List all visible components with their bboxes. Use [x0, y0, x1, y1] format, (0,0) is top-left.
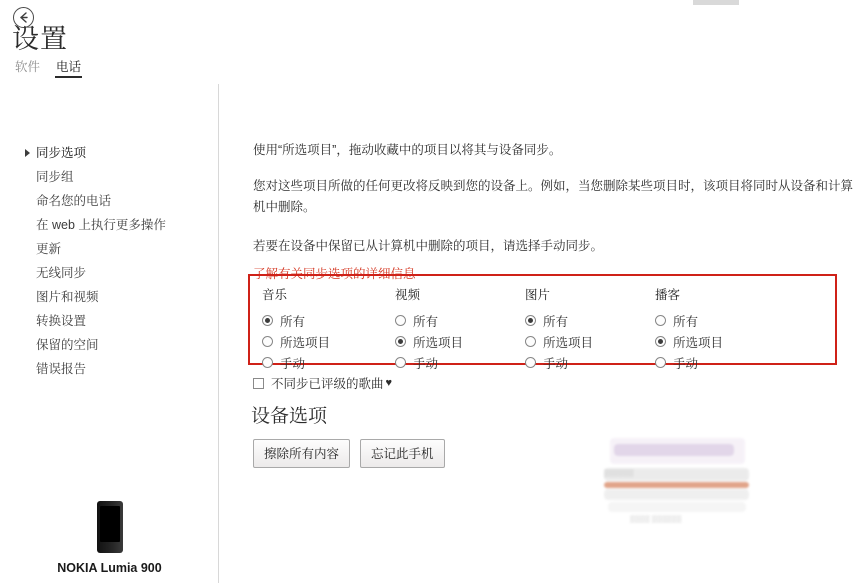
sync-column-music — [262, 285, 330, 373]
radio-label: 所选项目 — [280, 335, 331, 350]
sidebar-item-pictures-and-videos[interactable] — [0, 285, 219, 309]
radio-icon[interactable] — [655, 336, 666, 347]
sidebar-item-label: 保留的空间 — [36, 338, 99, 352]
radio-label: 手动 — [280, 356, 306, 371]
radio-label: 手动 — [413, 356, 439, 371]
radio-podcasts-manual[interactable] — [655, 352, 723, 373]
intro-paragraph-1: 使用“所选项目”，拖动收藏中的项目以将其与设备同步。 — [253, 143, 562, 157]
rating-checkbox-label: 不同步已评级的歌曲 — [271, 377, 384, 391]
sidebar-item-conversion-settings[interactable] — [0, 309, 219, 333]
column-title: 视频 — [395, 288, 421, 302]
radio-label: 所有 — [413, 314, 439, 329]
tab-software[interactable]: 软件 — [15, 60, 41, 74]
page-header — [0, 0, 867, 84]
radio-video-manual[interactable] — [395, 352, 463, 373]
radio-video-all[interactable] — [395, 310, 463, 331]
sidebar-item-label: 同步选项 — [36, 146, 87, 160]
rating-checkbox-row[interactable] — [253, 374, 392, 392]
sidebar-item-label: 命名您的电话 — [36, 194, 112, 208]
tab-phone[interactable]: 电话 — [55, 57, 82, 78]
sidebar-nav — [0, 141, 219, 381]
radio-pictures-selected[interactable] — [525, 331, 593, 352]
sidebar-item-do-more-on-web[interactable] — [0, 213, 219, 237]
radio-icon[interactable] — [525, 315, 536, 326]
radio-music-manual[interactable] — [262, 352, 330, 373]
sidebar-item-label: 无线同步 — [36, 266, 87, 280]
checkbox-icon[interactable] — [253, 378, 264, 389]
column-title: 图片 — [525, 288, 551, 302]
sidebar-item-sync-options[interactable] — [0, 141, 219, 165]
learn-more-link[interactable]: 了解有关同步选项的详细信息 — [253, 267, 416, 281]
caret-right-icon — [25, 149, 30, 157]
radio-label: 所有 — [673, 314, 699, 329]
sidebar-item-label: 错误报告 — [36, 362, 87, 376]
radio-label: 所选项目 — [543, 335, 594, 350]
background-artifact: ▒▒▒▒▒▒ ▒▒▒▒ ▒▒▒▒▒▒ — [600, 434, 760, 534]
radio-icon[interactable] — [395, 336, 406, 347]
radio-icon[interactable] — [262, 357, 273, 368]
sidebar-item-reserved-space[interactable] — [0, 333, 219, 357]
radio-icon[interactable] — [655, 315, 666, 326]
column-title: 播客 — [655, 288, 681, 302]
device-summary — [0, 501, 219, 575]
radio-label: 所有 — [543, 314, 569, 329]
intro-paragraph-3: 若要在设备中保留已从计算机中删除的项目，请选择手动同步。 — [253, 239, 604, 253]
radio-icon[interactable] — [655, 357, 666, 368]
radio-icon[interactable] — [395, 357, 406, 368]
sidebar-item-update[interactable] — [0, 237, 219, 261]
radio-label: 手动 — [543, 356, 569, 371]
sync-column-video — [395, 285, 463, 373]
sync-options-panel — [248, 274, 837, 371]
sidebar-item-label: 在 web 上执行更多操作 — [36, 218, 166, 232]
radio-icon[interactable] — [395, 315, 406, 326]
main-content — [220, 84, 867, 583]
radio-icon[interactable] — [525, 357, 536, 368]
header-tabs — [14, 57, 82, 78]
page-title: 设置 — [12, 24, 68, 54]
radio-icon[interactable] — [262, 315, 273, 326]
radio-music-all[interactable] — [262, 310, 330, 331]
heart-icon: ♥ — [385, 377, 393, 389]
column-title: 音乐 — [262, 288, 288, 302]
radio-podcasts-all[interactable] — [655, 310, 723, 331]
radio-music-selected[interactable] — [262, 331, 330, 352]
radio-label: 手动 — [673, 356, 699, 371]
device-name: NOKIA Lumia 900 — [57, 561, 162, 575]
radio-icon[interactable] — [262, 336, 273, 347]
sidebar-item-label: 同步组 — [36, 170, 74, 184]
sidebar-item-error-reports[interactable] — [0, 357, 219, 381]
sync-column-pictures — [525, 285, 593, 373]
radio-podcasts-selected[interactable] — [655, 331, 723, 352]
radio-label: 所有 — [280, 314, 306, 329]
radio-label: 所选项目 — [413, 335, 464, 350]
sidebar-item-label: 图片和视频 — [36, 290, 99, 304]
phone-icon — [97, 501, 123, 553]
forget-this-phone-button[interactable]: 忘记此手机 — [360, 439, 445, 468]
sidebar-item-sync-groups[interactable] — [0, 165, 219, 189]
sidebar-item-label: 转换设置 — [36, 314, 87, 328]
sidebar-item-label: 更新 — [36, 242, 62, 256]
radio-pictures-manual[interactable] — [525, 352, 593, 373]
device-options-title: 设备选项 — [251, 406, 328, 427]
sidebar — [0, 84, 219, 583]
radio-video-selected[interactable] — [395, 331, 463, 352]
device-options-buttons — [253, 439, 445, 468]
sidebar-item-wireless-sync[interactable] — [0, 261, 219, 285]
radio-icon[interactable] — [525, 336, 536, 347]
intro-paragraph-2: 您对这些项目所做的任何更改将反映到您的设备上。例如，当您删除某些项目时，该项目将同时从设备和计算机中删除。 — [253, 179, 854, 214]
erase-all-content-button[interactable]: 擦除所有内容 — [253, 439, 350, 468]
radio-pictures-all[interactable] — [525, 310, 593, 331]
radio-label: 所选项目 — [673, 335, 724, 350]
sync-column-podcasts — [655, 285, 723, 373]
sidebar-item-name-your-phone[interactable] — [0, 189, 219, 213]
